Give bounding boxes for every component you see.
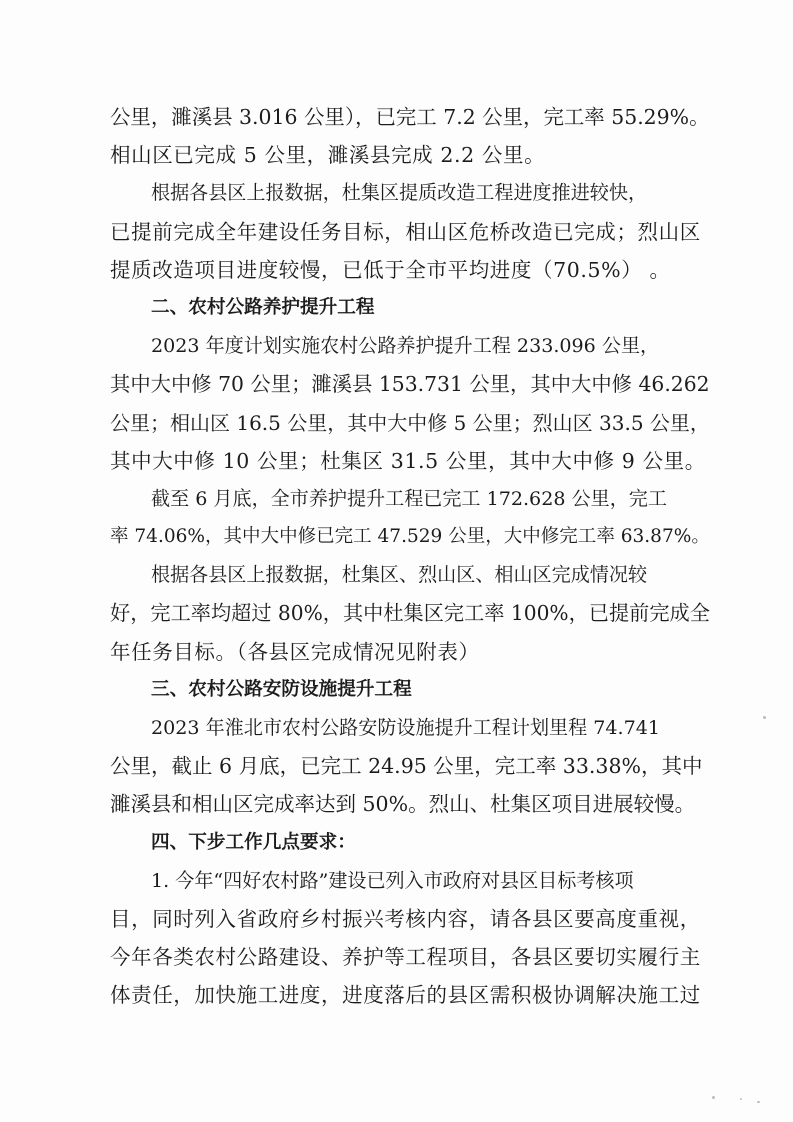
paragraph-line: 2023 年淮北市农村公路安防设施提升工程计划里程 74.741 bbox=[151, 716, 660, 739]
paragraph-line: 相山区已完成 5 公里，濉溪县完成 2.2 公里。 bbox=[110, 143, 546, 168]
section-heading: 二、农村公路养护提升工程 bbox=[151, 296, 375, 318]
paragraph-line: 公里，濉溪县 3.016 公里），已完工 7.2 公里，完工率 55.29%。 bbox=[110, 105, 710, 129]
paragraph-line: 根据各县区上报数据，杜集区提质改造工程进度推进较快， bbox=[151, 181, 648, 205]
paragraph-line: 今年各类农村公路建设、养护等工程项目，各县区要切实履行主 bbox=[110, 945, 701, 970]
paragraph-line: 提质改造项目进度较慢，已低于全市平均进度（70.5%） 。 bbox=[110, 257, 671, 282]
paragraph-line: 公里；相山区 16.5 公里，其中大中修 5 公里；烈山区 33.5 公里， bbox=[110, 410, 710, 435]
paragraph-line: 已提前完成全年建设任务目标，相山区危桥改造已完成；烈山区 bbox=[110, 219, 701, 244]
paragraph-line: 其中大中修 10 公里；杜集区 31.5 公里，其中大中修 9 公里。 bbox=[110, 448, 706, 473]
scan-speck bbox=[740, 1098, 742, 1100]
scan-speck bbox=[757, 1101, 760, 1103]
paragraph-line: 年任务目标。（各县区完成情况见附表） bbox=[110, 639, 480, 664]
paragraph-line: 1. 今年“四好农村路”建设已列入市政府对县区目标考核项 bbox=[151, 868, 634, 892]
paragraph-line: 濉溪县和相山区完成率达到 50%。烈山、杜集区项目进展较慢。 bbox=[110, 792, 696, 817]
paragraph-line: 截至 6 月底，全市养护提升工程已完工 172.628 公里，完工 bbox=[151, 486, 667, 510]
section-heading: 三、农村公路安防设施提升工程 bbox=[151, 678, 412, 700]
paragraph-line: 目，同时列入省政府乡村振兴考核内容，请各县区要高度重视， bbox=[110, 906, 701, 931]
scan-speck bbox=[763, 716, 766, 719]
paragraph-line: 根据各县区上报数据，杜集区、烈山区、相山区完成情况较 bbox=[151, 563, 648, 587]
section-heading: 四、下步工作几点要求： bbox=[151, 831, 356, 853]
paragraph-line: 率 74.06%，其中大中修已完工 47.529 公里，大中修完工率 63.87%。 bbox=[110, 526, 710, 548]
paragraph-line: 体责任，加快施工进度，进度落后的县区需积极协调解决施工过 bbox=[110, 983, 701, 1008]
paragraph-line: 好，完工率均超过 80%，其中杜集区完工率 100%，已提前完成全 bbox=[110, 601, 710, 626]
paragraph-line: 其中大中修 70 公里；濉溪县 153.731 公里，其中大中修 46.262 bbox=[110, 372, 710, 397]
paragraph-line: 2023 年度计划实施农村公路养护提升工程 233.096 公里， bbox=[151, 334, 660, 358]
paragraph-line: 公里，截止 6 月底，已完工 24.95 公里，完工率 33.38%，其中 bbox=[110, 754, 703, 779]
scan-speck bbox=[712, 1096, 715, 1099]
document-body bbox=[110, 98, 710, 1015]
